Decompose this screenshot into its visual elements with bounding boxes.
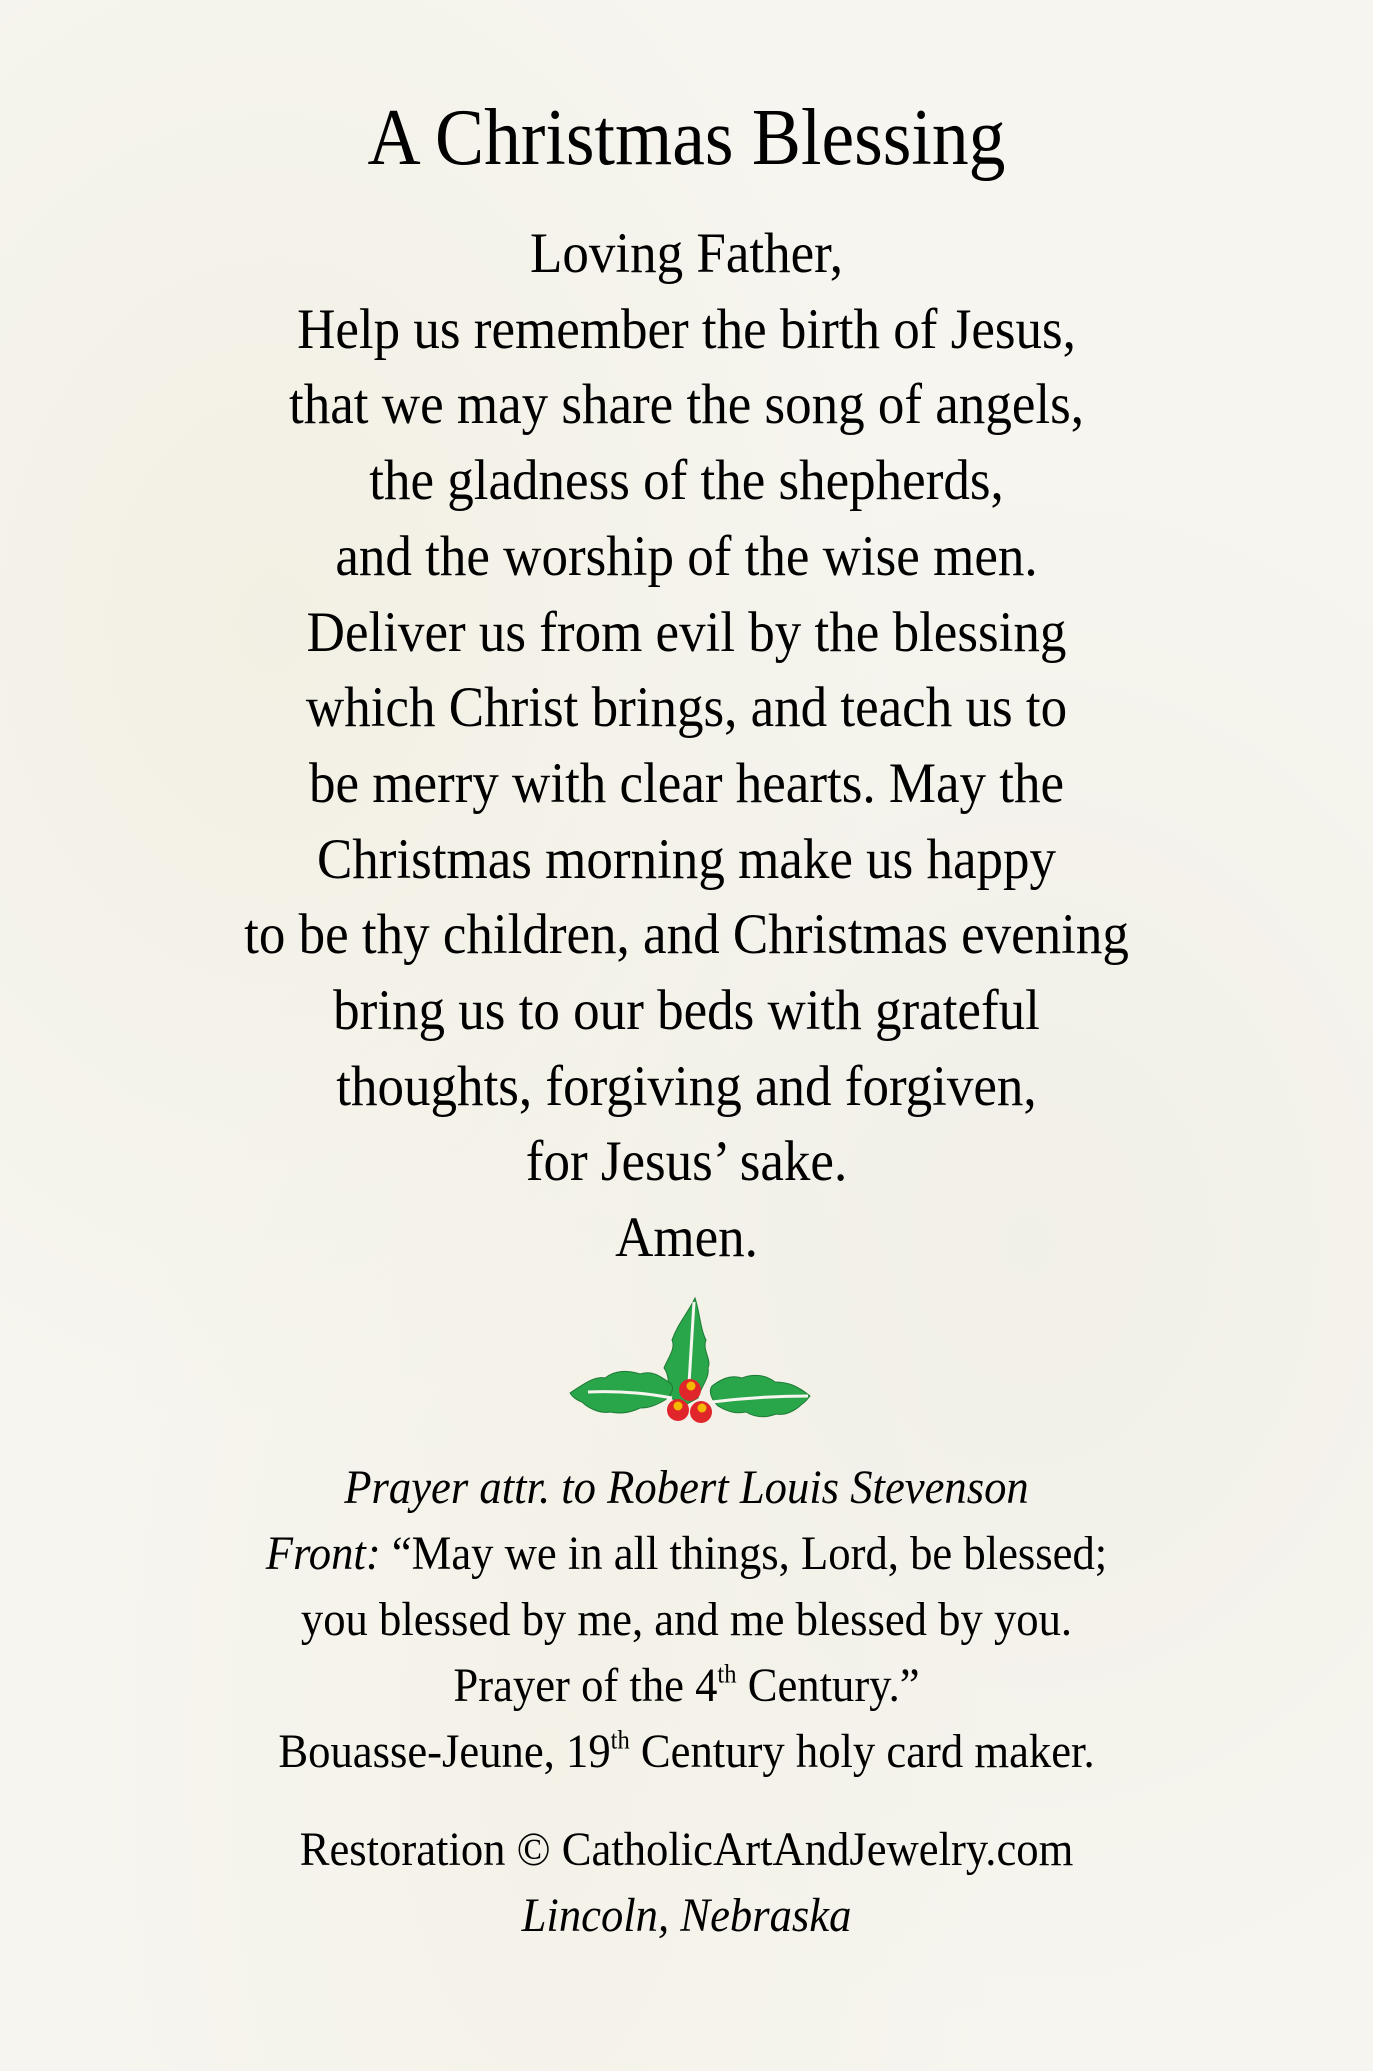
prayer-line: which Christ brings, and teach us to	[305, 676, 1068, 740]
prayer-line: to be thy children, and Christmas evening	[244, 903, 1129, 967]
prayer-line: for Jesus’ sake.	[525, 1130, 848, 1194]
card-maker-text: Bouasse-Jeune, 19	[278, 1725, 611, 1778]
front-quote-text: “May we in all things, Lord, be blessed;	[380, 1527, 1108, 1580]
prayer-line: Help us remember the birth of Jesus,	[297, 297, 1076, 361]
attribution-text: Prayer attr. to Robert Louis Stevenson	[344, 1461, 1029, 1514]
prayer-text	[0, 216, 1373, 1276]
credit-block	[0, 1817, 1373, 1949]
card-title: A Christmas Blessing	[367, 94, 1006, 182]
ordinal-suffix: th	[610, 1724, 630, 1755]
card-maker-line	[48, 1719, 1325, 1785]
prayer-line: the gladness of the shepherds,	[369, 449, 1004, 513]
prayer-line: be merry with clear hearts. May the	[308, 751, 1065, 815]
card-footer	[0, 1455, 1373, 1785]
prayer-line: and the worship of the wise men.	[335, 524, 1038, 588]
location-text: Lincoln, Nebraska	[521, 1889, 852, 1942]
front-quote-line-3	[48, 1653, 1325, 1719]
prayer-line: Deliver us from evil by the blessing	[306, 600, 1067, 664]
prayer-line: Loving Father,	[530, 222, 843, 285]
front-quote-text: Century.”	[736, 1659, 920, 1712]
prayer-line: thoughts, forgiving and forgiven,	[336, 1054, 1037, 1118]
front-label: Front:	[265, 1527, 381, 1580]
prayer-line-amen: Amen.	[615, 1206, 758, 1270]
prayer-line: Christmas morning make us happy	[316, 827, 1057, 891]
front-quote-text: Prayer of the 4	[453, 1659, 718, 1712]
front-quote-line-2: you blessed by me, and me blessed by you.	[300, 1593, 1073, 1646]
card-maker-text: Century holy card maker.	[629, 1725, 1095, 1778]
restoration-credit: Restoration © CatholicArtAndJewelry.com	[299, 1823, 1074, 1876]
front-quote-line-1	[48, 1521, 1325, 1587]
holly-icon	[560, 1278, 820, 1434]
ordinal-suffix: th	[717, 1658, 737, 1689]
prayer-line: that we may share the song of angels,	[289, 373, 1084, 437]
prayer-line: bring us to our beds with grateful	[333, 979, 1040, 1043]
